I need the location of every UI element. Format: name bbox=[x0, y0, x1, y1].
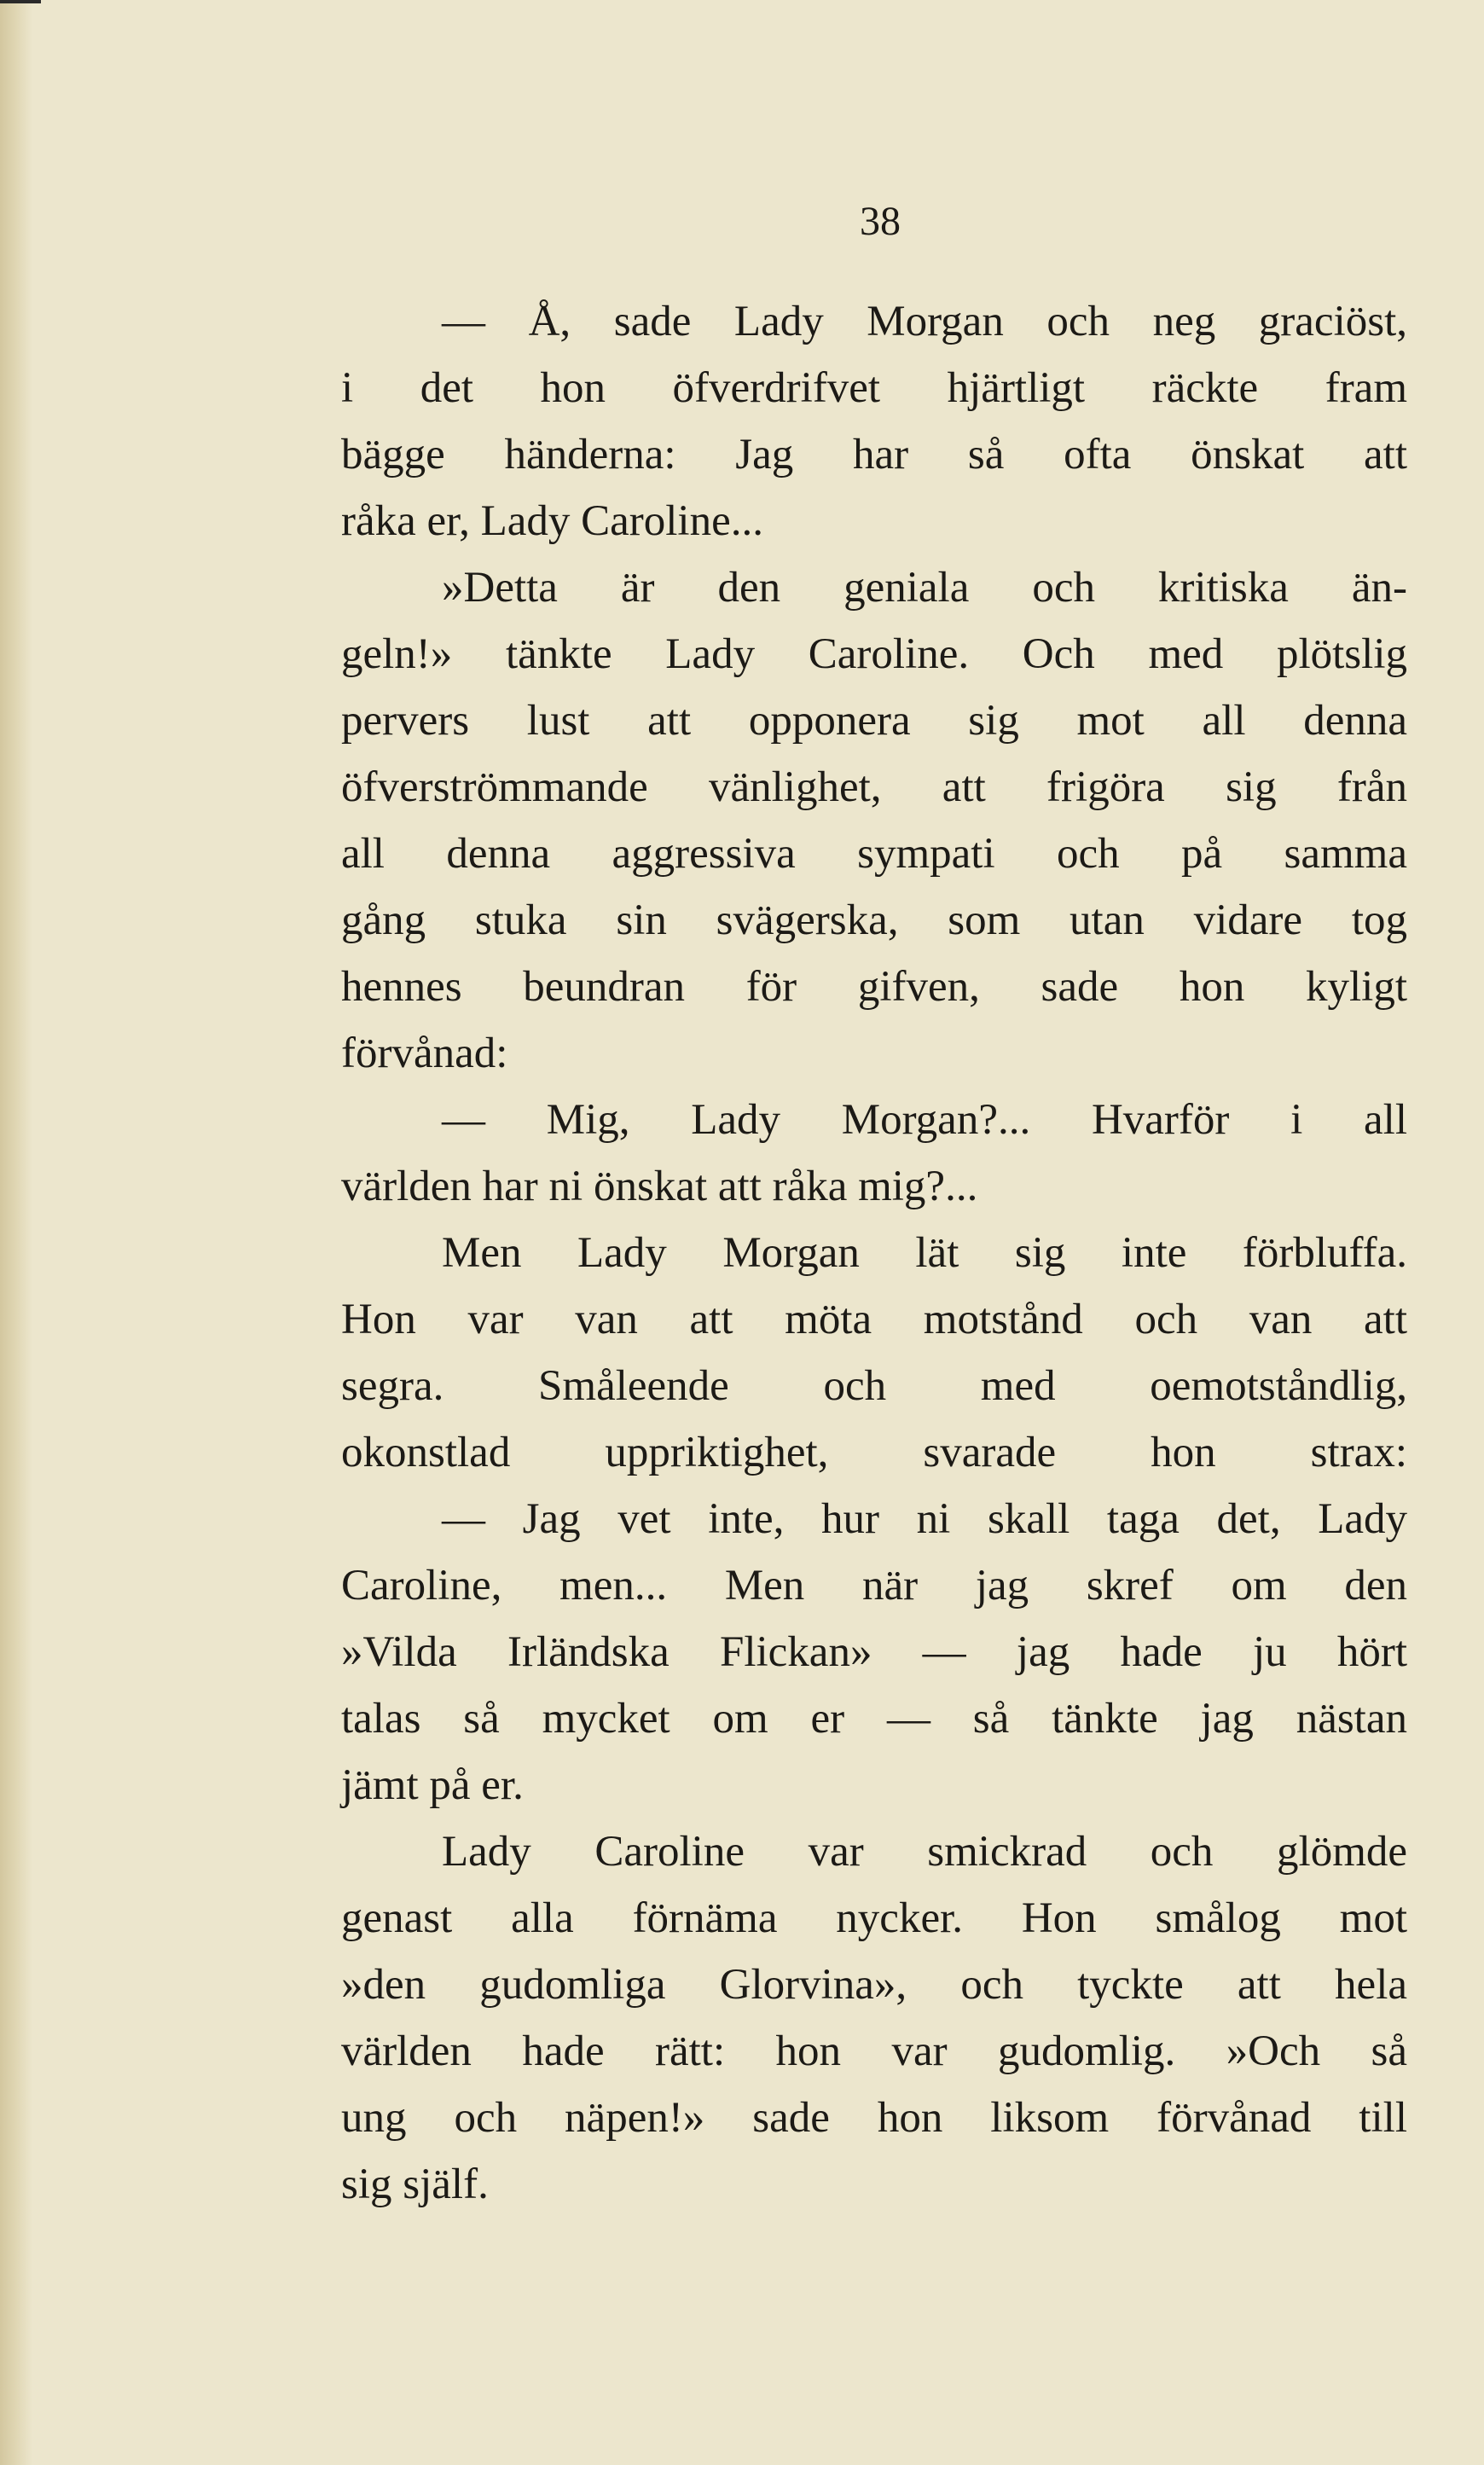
text-line: all denna aggressiva sympati och på samma bbox=[341, 830, 1407, 878]
text-line: — Jag vet inte, hur ni skall taga det, Lady bbox=[442, 1495, 1407, 1543]
text-line: Men Lady Morgan lät sig inte förbluffa. bbox=[442, 1229, 1407, 1277]
text-line: bägge händerna: Jag har så ofta önskat att bbox=[341, 431, 1407, 478]
text-line: — Å, sade Lady Morgan och neg graciöst, bbox=[442, 298, 1407, 345]
text-line: geln!» tänkte Lady Caroline. Och med plötslig bbox=[341, 630, 1407, 678]
text-line: jämt på er. bbox=[341, 1761, 524, 1809]
text-line: »Detta är den geniala och kritiska än- bbox=[442, 564, 1407, 612]
text-line: Hon var van att möta motstånd och van att bbox=[341, 1296, 1407, 1343]
text-line: — Mig, Lady Morgan?... Hvarför i all bbox=[442, 1096, 1407, 1144]
text-line: Caroline, men... Men när jag skref om den bbox=[341, 1562, 1407, 1610]
text-line: världen har ni önskat att råka mig?... bbox=[341, 1163, 978, 1210]
text-line: världen hade rätt: hon var gudomlig. »Och så bbox=[341, 2027, 1407, 2075]
text-line: pervers lust att opponera sig mot all denna bbox=[341, 697, 1407, 745]
text-line: hennes beundran för gifven, sade hon kyligt bbox=[341, 963, 1407, 1011]
text-line: i det hon öfverdrifvet hjärtligt räckte fram bbox=[341, 364, 1407, 412]
text-line: ung och näpen!» sade hon liksom förvånad till bbox=[341, 2094, 1407, 2142]
text-line: talas så mycket om er — så tänkte jag nästan bbox=[341, 1695, 1407, 1743]
text-line: »den gudomliga Glorvina», och tyckte att hela bbox=[341, 1961, 1407, 2009]
text-line: förvånad: bbox=[341, 1030, 508, 1077]
text-line: okonstlad uppriktighet, svarade hon strax: bbox=[341, 1429, 1407, 1476]
text-line: Lady Caroline var smickrad och glömde bbox=[442, 1828, 1407, 1876]
scan-mark bbox=[0, 0, 41, 3]
page-edge-shadow bbox=[0, 0, 32, 2465]
page-number: 38 bbox=[860, 199, 901, 244]
text-line: »Vilda Irländska Flickan» — jag hade ju hört bbox=[341, 1628, 1407, 1676]
text-line: råka er, Lady Caroline... bbox=[341, 497, 763, 545]
text-line: genast alla förnäma nycker. Hon smålog mot bbox=[341, 1894, 1407, 1942]
body-text bbox=[341, 288, 1407, 2218]
text-line: gång stuka sin svägerska, som utan vidare tog bbox=[341, 896, 1407, 944]
text-line: öfverströmmande vänlighet, att frigöra sig från bbox=[341, 763, 1407, 811]
text-line: sig själf. bbox=[341, 2160, 489, 2208]
text-line: segra. Småleende och med oemotståndlig, bbox=[341, 1362, 1407, 1410]
